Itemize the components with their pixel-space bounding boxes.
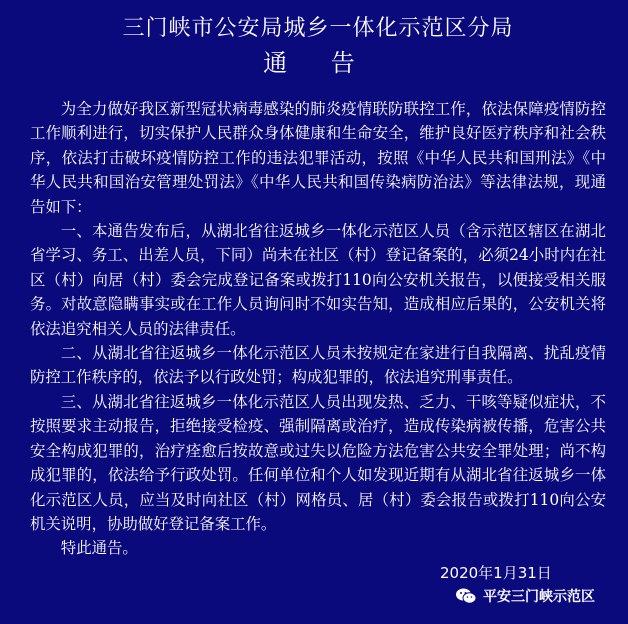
- watermark-text: 平安三门峡示范区: [483, 589, 595, 605]
- notice-heading: 通 告: [263, 49, 373, 77]
- notice-date: 2020年1月31日: [440, 564, 552, 582]
- wechat-icon: [455, 587, 477, 605]
- notice-paragraph-1: 一、本通告发布后，从湖北省往返城乡一体化示范区人员（含示范区辖区在湖北省学习、务工、出差人员，下同）尚未在社区（村）登记备案的，必须24小时内在社区（村）向居（村）委会完成登记备案或拨打110向公安机关报告，以便接受相关服务。对故意隐瞒事实或在工作人员询问时不如实告知，造成相应后果的，公安机关将依法追究相关人员的法律责任。: [30, 222, 606, 338]
- notice-paragraph-intro: 为全力做好我区新型冠状病毒感染的肺炎疫情联防联控工作，依法保障疫情防控工作顺利进行，切实保护人民群众身体健康和生命安全，维护良好医疗秩序和社会秩序，依法打击破坏疫情防控工作的违法犯罪活动，按照《中华人民共和国刑法》《中华人民共和国治安管理处罚法》《中华人民共和国传染病防治法》等法律法规，现通告如下：: [30, 100, 606, 216]
- notice-issuer-title: 三门峡市公安局城乡一体化示范区分局: [122, 16, 514, 41]
- notice-paragraph-3: 三、从湖北省往返城乡一体化示范区人员出现发热、乏力、干咳等疑似症状，不按照要求主动报告，拒绝接受检疫、强制隔离或治疗，造成传染病被传播，危害公共安全构成犯罪的，治疗痊愈后按故意或过失以危险方法危害公共安全罪处理；尚不构成犯罪的，依法给予行政处罚。任何单位和个人如发现近期有从湖北省往返城乡一体化示范区人员，应当及时向社区（村）网格员、居（村）委会报告或拨打110向公安机关说明，协助做好登记备案工作。: [30, 392, 606, 533]
- notice-closing: 特此通告。: [60, 539, 138, 558]
- source-watermark: [455, 584, 595, 608]
- notice-body: [30, 97, 606, 561]
- notice-paragraph-2: 二、从湖北省往返城乡一体化示范区人员未按规定在家进行自我隔离、扰乱疫情防控工作秩序的，依法予以行政处罚；构成犯罪的，依法追究刑事责任。: [30, 344, 606, 387]
